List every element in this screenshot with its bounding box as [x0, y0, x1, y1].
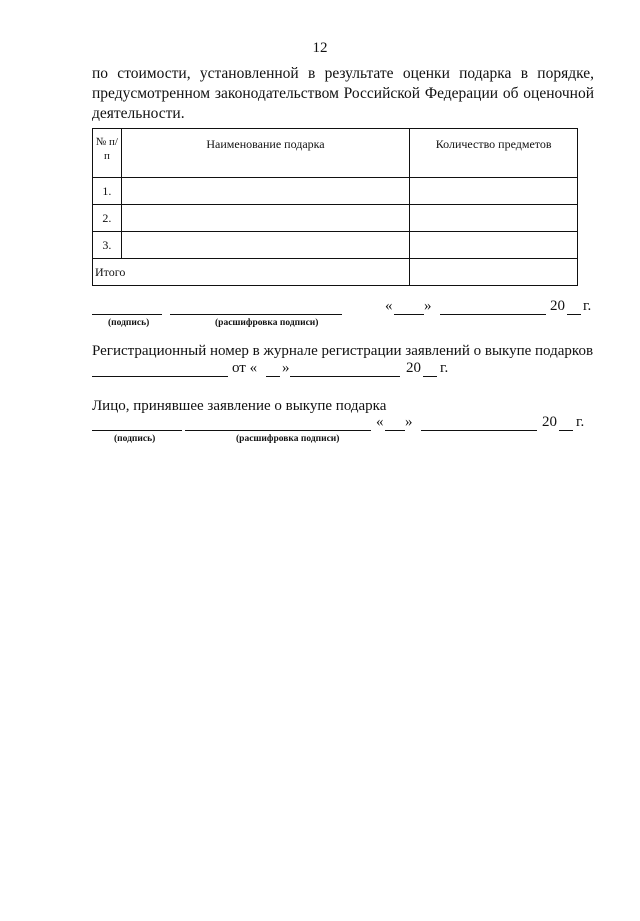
date-year-prefix: 20: [550, 298, 565, 314]
receiver-caption-signature: (подпись): [114, 434, 156, 444]
date-quote-open: «: [385, 298, 393, 314]
row-number: 1.: [93, 178, 122, 205]
receiver-label: Лицо, принявшее заявление о выкупе подарка: [92, 398, 387, 414]
quantity-cell[interactable]: [410, 205, 578, 232]
date-day-line[interactable]: [394, 314, 424, 315]
receiver-day-line[interactable]: [385, 430, 405, 431]
table-row: [93, 178, 578, 205]
table-row: [93, 205, 578, 232]
total-label: Итого: [93, 259, 410, 286]
receiver-year-line[interactable]: [559, 430, 573, 431]
date-year-suffix: г.: [583, 298, 592, 314]
gift-name-cell[interactable]: [121, 232, 409, 259]
gift-name-cell[interactable]: [121, 178, 409, 205]
receiver-signature-line[interactable]: [92, 430, 182, 431]
registration-number-line[interactable]: [92, 376, 228, 377]
registration-year-suffix: г.: [440, 360, 449, 376]
caption-decryption: (расшифровка подписи): [215, 318, 319, 328]
page-number: 12: [312, 40, 328, 56]
registration-year-prefix: 20: [406, 360, 421, 376]
quantity-cell[interactable]: [410, 178, 578, 205]
signature-decryption-line[interactable]: [170, 314, 342, 315]
table-total-row: [93, 259, 578, 286]
receiver-quote-open: «: [376, 414, 384, 430]
receiver-decryption-line[interactable]: [185, 430, 371, 431]
registration-quote-close: »: [282, 360, 290, 376]
registration-label: Регистрационный номер в журнале регистрации заявлений о выкупе подарков: [92, 343, 594, 359]
total-quantity-cell[interactable]: [410, 259, 578, 286]
intro-paragraph: по стоимости, установленной в результате оценки подарка в порядке, предусмотренном законодательством Российской Федерации об оценочной деятельности.: [92, 65, 594, 122]
registration-year-line[interactable]: [423, 376, 437, 377]
gift-name-cell[interactable]: [121, 205, 409, 232]
signature-line[interactable]: [92, 314, 162, 315]
header-quantity: Количество предметов: [410, 129, 578, 178]
table-row: [93, 232, 578, 259]
receiver-month-line[interactable]: [421, 430, 537, 431]
gifts-table: [92, 128, 578, 286]
table-header-row: [93, 129, 578, 178]
date-month-line[interactable]: [440, 314, 546, 315]
receiver-year-prefix: 20: [542, 414, 557, 430]
receiver-year-suffix: г.: [576, 414, 585, 430]
row-number: 3.: [93, 232, 122, 259]
registration-day-line[interactable]: [266, 376, 280, 377]
caption-signature: (подпись): [108, 318, 150, 328]
registration-from-text: от «: [232, 360, 258, 376]
registration-month-line[interactable]: [290, 376, 400, 377]
receiver-quote-close: »: [405, 414, 413, 430]
header-gift-name: Наименование подарка: [121, 129, 409, 178]
quantity-cell[interactable]: [410, 232, 578, 259]
row-number: 2.: [93, 205, 122, 232]
header-number: № п/п: [93, 129, 122, 178]
date-quote-close: »: [424, 298, 432, 314]
receiver-caption-decryption: (расшифровка подписи): [236, 434, 340, 444]
date-year-line[interactable]: [567, 314, 581, 315]
